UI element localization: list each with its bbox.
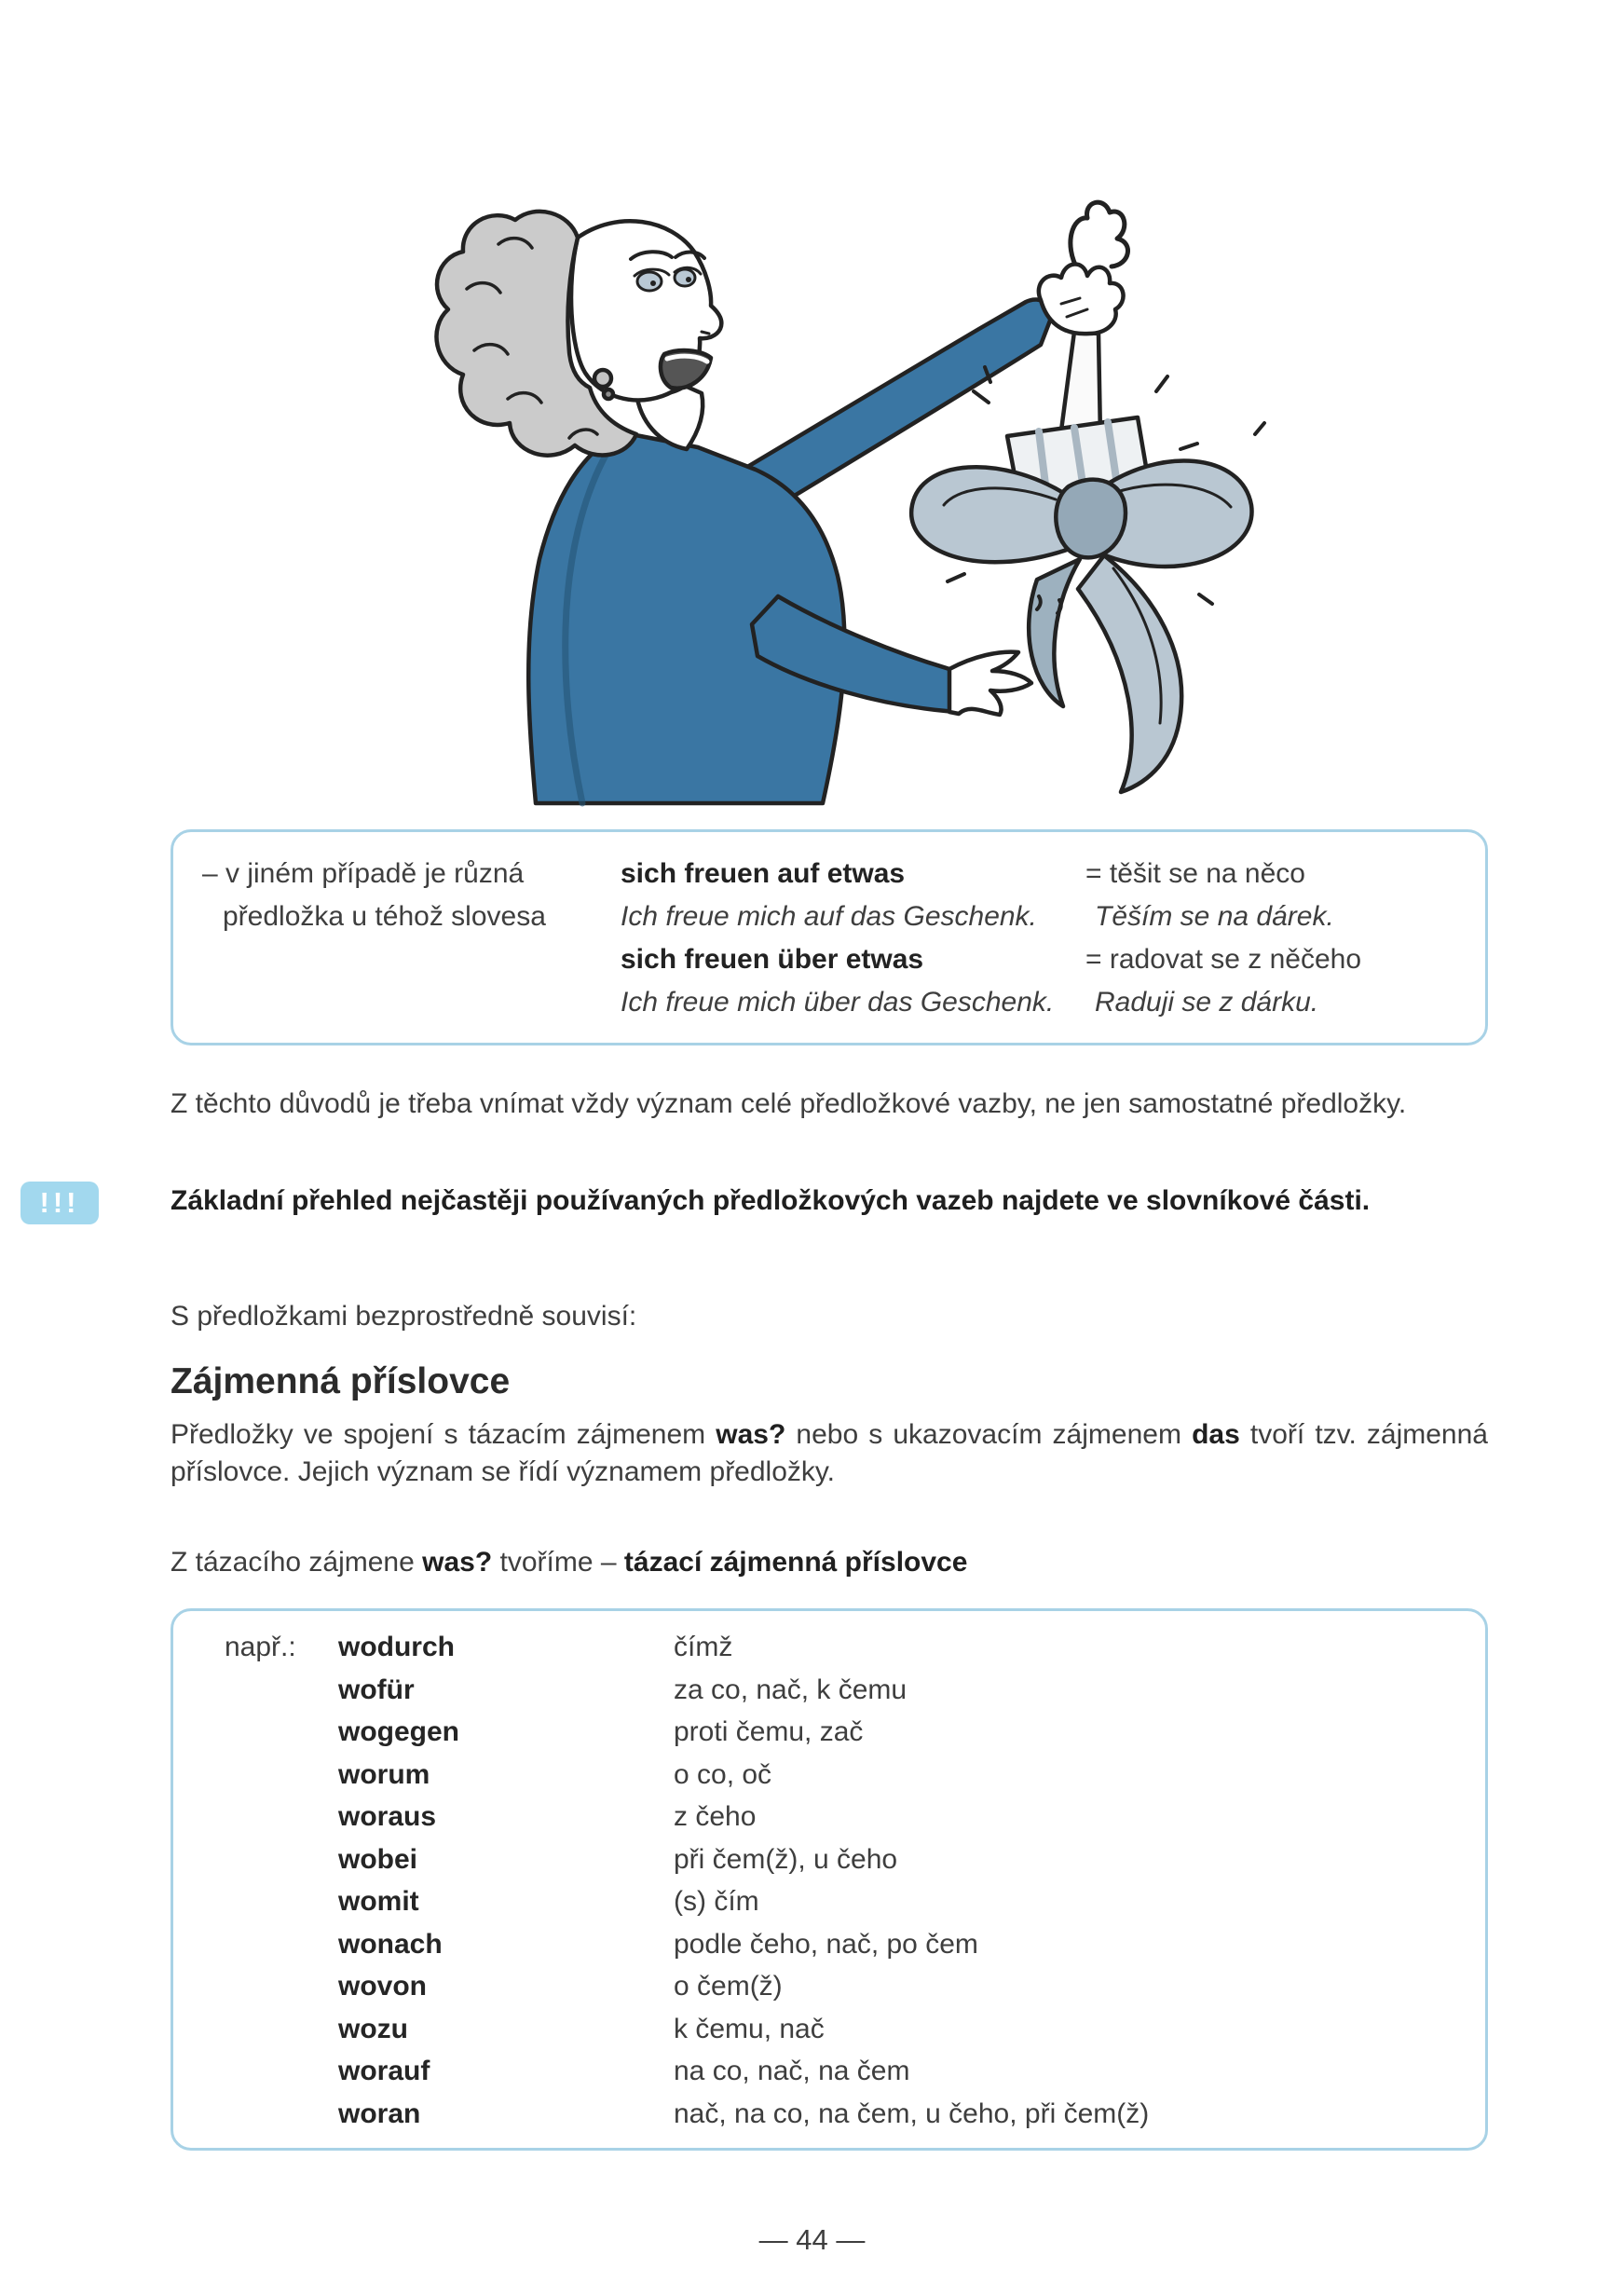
adverb-meaning: nač, na co, na čem, u čeho, při čem(ž) bbox=[674, 2098, 1150, 2129]
row-indent bbox=[225, 1754, 338, 1797]
lead-text-2: tvoříme – bbox=[499, 1547, 617, 1578]
intro-text-1: Předložky ve spojení s tázacím zájmenem bbox=[171, 1419, 706, 1450]
czech-sentence: Raduji se z dárku. bbox=[1095, 987, 1319, 1018]
adverb-row bbox=[225, 2050, 1457, 2093]
example-box bbox=[171, 829, 1488, 1045]
paragraph-intro bbox=[171, 1416, 1488, 1491]
czech-meaning: = radovat se z něčeho bbox=[1085, 944, 1362, 975]
adverb-word: wozu bbox=[338, 2013, 408, 2044]
adverb-word: worum bbox=[338, 1758, 430, 1790]
row-indent bbox=[225, 1711, 338, 1754]
adverb-box bbox=[171, 1608, 1488, 2151]
german-sentence: Ich freue mich über das Geschenk. bbox=[621, 987, 1055, 1018]
adverb-row bbox=[225, 2008, 1457, 2051]
paragraph-reason: Z těchto důvodů je třeba vnímat vždy význam celé předložkové vazby, ne jen samostatné předložky. bbox=[171, 1088, 1407, 1119]
adverb-meaning: podle čeho, nač, po čem bbox=[674, 1928, 978, 1960]
intro-bold-das: das bbox=[1192, 1419, 1240, 1450]
adverb-meaning: o čem(ž) bbox=[674, 1971, 783, 2002]
row-indent bbox=[225, 2050, 338, 2093]
paragraph-overview: Základní přehled nejčastěji používaných předložkových vazeb najdete ve slovníkové části. bbox=[171, 1185, 1371, 1216]
adverb-word: wodurch bbox=[338, 1632, 455, 1662]
adverb-row bbox=[225, 1711, 1457, 1754]
page-number: — 44 — bbox=[758, 2223, 866, 2256]
adverb-meaning: (s) čím bbox=[674, 1886, 759, 1917]
row-indent bbox=[225, 2093, 338, 2136]
german-phrase: sich freuen auf etwas bbox=[621, 858, 906, 889]
woman-gift-illustration-svg bbox=[387, 158, 1272, 822]
intro-bold-was: was? bbox=[716, 1419, 786, 1450]
adverb-row bbox=[225, 1669, 1457, 1712]
adverb-word: woraus bbox=[338, 1801, 437, 1832]
german-sentence: Ich freue mich auf das Geschenk. bbox=[621, 901, 1037, 932]
adverb-row bbox=[225, 1923, 1457, 1966]
paragraph-related: S předložkami bezprostředně souvisí: bbox=[171, 1301, 637, 1332]
example-note-line1: – v jiném případě je různá bbox=[202, 858, 525, 889]
intro-text-2: nebo s ukazovacím zájmenem bbox=[796, 1419, 1181, 1450]
row-indent bbox=[225, 1838, 338, 1881]
example-german-column bbox=[621, 853, 1085, 1024]
woman-gift-illustration bbox=[387, 158, 1272, 822]
adverb-meaning: o co, oč bbox=[674, 1758, 772, 1790]
row-indent bbox=[225, 1796, 338, 1838]
adverb-row bbox=[225, 1880, 1457, 1923]
row-indent bbox=[225, 1965, 338, 2008]
adverb-meaning: čímž bbox=[674, 1632, 733, 1662]
adverb-word: wofür bbox=[338, 1674, 415, 1705]
paragraph-lead bbox=[171, 1545, 1488, 1580]
lead-text-1: Z tázacího zájmene bbox=[171, 1547, 415, 1578]
german-phrase: sich freuen über etwas bbox=[621, 944, 924, 975]
czech-meaning: = těšit se na něco bbox=[1085, 858, 1305, 889]
adverb-meaning: za co, nač, k čemu bbox=[674, 1674, 908, 1705]
adverb-meaning: proti čemu, zač bbox=[674, 1716, 864, 1747]
adverb-word: wonach bbox=[338, 1928, 443, 1960]
lead-bold-was: was? bbox=[422, 1547, 493, 1578]
adverb-row bbox=[225, 1626, 1457, 1669]
lead-bold-title: tázací zájmenná příslovce bbox=[623, 1547, 968, 1578]
row-indent bbox=[225, 1923, 338, 1966]
adverb-row bbox=[225, 2093, 1457, 2136]
adverb-meaning: z čeho bbox=[674, 1801, 757, 1832]
example-note bbox=[202, 853, 621, 1024]
row-indent bbox=[225, 1880, 338, 1923]
adverb-row bbox=[225, 1838, 1457, 1881]
adverb-meaning: k čemu, nač bbox=[674, 2013, 825, 2044]
czech-sentence: Těším se na dárek. bbox=[1095, 901, 1334, 932]
adverb-row bbox=[225, 1796, 1457, 1838]
example-abbrev-label: např.: bbox=[225, 1632, 296, 1662]
adverb-word: wobei bbox=[338, 1843, 418, 1875]
intro-text-3: tvoří tzv. zájmenná příslovce. Jejich význam se řídí významem předložky. bbox=[171, 1419, 1488, 1487]
adverb-word: wogegen bbox=[338, 1716, 460, 1747]
row-indent bbox=[225, 1669, 338, 1712]
adverb-row bbox=[225, 1754, 1457, 1797]
example-note-line2: předložka u téhož slovesa bbox=[223, 901, 546, 932]
section-heading: Zájmenná příslovce bbox=[171, 1361, 511, 1401]
example-czech-column bbox=[1085, 853, 1457, 1024]
adverb-word: wovon bbox=[338, 1971, 427, 2002]
adverb-word: woran bbox=[338, 2098, 421, 2129]
adverb-word: worauf bbox=[338, 2056, 430, 2086]
adverb-meaning: na co, nač, na čem bbox=[674, 2056, 910, 2086]
adverb-word: womit bbox=[338, 1886, 419, 1917]
adverb-row bbox=[225, 1965, 1457, 2008]
row-indent bbox=[225, 2008, 338, 2051]
important-badge: !!! bbox=[20, 1182, 99, 1224]
adverb-meaning: při čem(ž), u čeho bbox=[674, 1843, 898, 1875]
